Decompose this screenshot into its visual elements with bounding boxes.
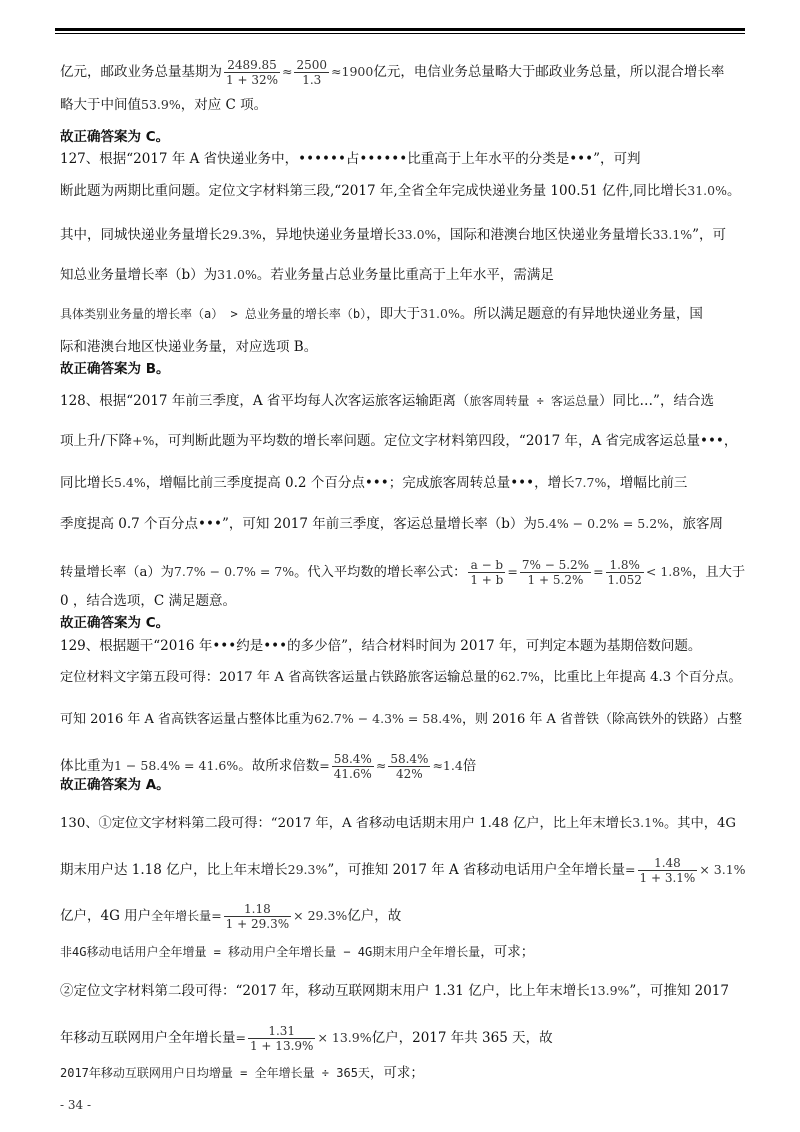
text: 季度提高 0.7 个百分点•••”，可知 2017 年前三季度，客运总量增长率（b）为	[60, 516, 537, 532]
text-line-19	[60, 668, 740, 687]
text: 128、根据“2017 年前三季度，A 省平均每人次客运旅客运输距离（	[60, 393, 470, 409]
denominator: 1 + 32%	[226, 73, 278, 87]
text: 亿元，邮政业务总量基期为	[60, 64, 222, 80]
math: 62.7%	[500, 669, 540, 684]
math: 33.0%	[396, 227, 437, 242]
denominator: 1 + 5.2%	[527, 573, 584, 587]
text: 。其中，4G	[663, 816, 736, 831]
math: =	[507, 564, 518, 579]
answer-line: 故正确答案为 C。	[60, 615, 170, 631]
text-line-27	[60, 982, 740, 1000]
text-line-26	[60, 943, 740, 961]
text-line-18	[60, 637, 740, 655]
text: 知总业务量增长率（b）为	[60, 267, 218, 283]
numerator: 1.48	[638, 856, 698, 871]
text: 可知 2016 年 A 省高铁客运量占整体比重为	[60, 712, 315, 727]
text-line-14	[60, 515, 740, 533]
text: 项上升/下降	[60, 433, 133, 449]
math: +%	[132, 433, 155, 448]
text-line-6	[60, 226, 740, 244]
math: 7.7% − 0.7% = 7%	[173, 564, 295, 579]
math: ≈	[375, 758, 387, 773]
text-line-24	[60, 856, 746, 885]
text-line-1	[60, 58, 740, 87]
text: 断此题为两期比重问题。定位文字材料第三段,“2017 年,全省全年完成快递业务量 100.51 亿件,同比增长	[60, 183, 688, 199]
text: 同比增长	[60, 475, 114, 491]
text: ”，可推知 2017 年 A 省移动电话用户全年增长量	[327, 862, 626, 878]
handwritten-formula: 旅客周转量 ÷ 客运总量	[469, 394, 600, 408]
text: ，可求；	[369, 1065, 424, 1081]
text-line-12	[60, 432, 740, 450]
fraction	[224, 902, 291, 931]
text: 定位材料文字第五段可得：2017 年 A 省高铁客运量占铁路旅客运输总量的	[60, 670, 501, 685]
text-line-8	[60, 305, 740, 323]
text-line-5	[60, 182, 740, 200]
denominator: 41.6%	[333, 767, 372, 781]
fraction	[294, 58, 329, 87]
text-line-2	[60, 96, 740, 114]
text: 。代入平均数的增长率公式：	[294, 565, 467, 580]
denominator: 1 + 29.3%	[225, 917, 290, 931]
math: 31.0%	[420, 306, 460, 321]
numerator: 58.4%	[390, 752, 429, 766]
fraction	[224, 58, 280, 87]
math: 5.4% − 0.2% = 5.2%	[536, 516, 670, 531]
page-number: - 34 -	[60, 1098, 92, 1112]
math: 29.3%	[222, 227, 262, 242]
text: 倍	[462, 758, 477, 774]
math: × 13.9%	[317, 1030, 372, 1045]
text: ，且大于	[692, 565, 746, 580]
text: 略大于中间值	[60, 97, 141, 113]
denominator: 42%	[396, 767, 423, 781]
math: =	[235, 1030, 246, 1045]
math: =	[625, 862, 636, 877]
text: 亿户，故	[347, 908, 402, 924]
text: 。若业务量占总业务量比重高于上年水平，需满足	[256, 267, 554, 283]
fraction	[248, 1024, 315, 1053]
text-line-20	[60, 710, 743, 729]
text-line-25	[60, 902, 740, 931]
text: ，对应 C 项。	[180, 97, 268, 113]
denominator: 1 + b	[470, 573, 504, 587]
text: ，可判断此题为平均数的增长率问题。定位文字材料第四段，“2017 年，A 省完成客运总量•••，	[154, 433, 738, 449]
handwritten-formula: 非4G移动电话用户全年增量 = 移动用户全年增长量 − 4G期末用户全年增长量	[60, 945, 481, 959]
text: 际和港澳台地区快递业务量，对应选项 B。	[60, 339, 318, 355]
fraction	[520, 558, 591, 587]
fraction	[468, 558, 505, 587]
numerator: 2489.85	[224, 58, 280, 73]
denominator: 1 + 13.9%	[249, 1039, 314, 1053]
text: 亿户，2017 年共 365 天，故	[371, 1030, 553, 1046]
denominator: 1.052	[607, 573, 642, 587]
answer-line: 故正确答案为 B。	[60, 361, 170, 377]
text: ，比重比上年提高 4.3 个百分点。	[539, 670, 742, 685]
text: 130、①定位文字材料第二段可得：“2017 年，A 省移动电话期末用户 1.48 亿户，比上年末增长	[60, 816, 633, 831]
math: 29.3%	[287, 862, 328, 877]
answer-line: 故正确答案为 A。	[60, 777, 170, 793]
text: 年移动互联网用户全年增长量	[60, 1030, 236, 1046]
denominator: 1 + 3.1%	[639, 871, 696, 885]
text: 转量增长率（a）为	[60, 565, 174, 580]
denominator: 1.3	[302, 73, 322, 87]
math: 62.7% − 4.3% = 58.4%	[314, 711, 463, 726]
math: =	[319, 758, 330, 773]
math: 7.7%	[574, 475, 607, 490]
text: 。	[726, 183, 741, 199]
text-line-13	[60, 474, 740, 492]
text-line-4	[60, 150, 740, 168]
text: ②定位文字材料第二段可得：“2017 年，移动互联网期末用户 1.31 亿户，比上年末增长	[60, 983, 590, 999]
math: × 3.1%	[699, 862, 746, 877]
math: 5.4%	[114, 475, 146, 490]
text: ，即大于	[366, 306, 421, 322]
math: 53.9%	[141, 97, 181, 112]
answer-line: 故正确答案为 C。	[60, 129, 170, 145]
text-line-28	[60, 1024, 740, 1053]
handwritten-formula: 2017年移动互联网用户日均增量 = 全年增长量 ÷ 365天	[60, 1066, 370, 1080]
text: ，旅客周	[669, 516, 724, 532]
numerator: 2500	[296, 58, 328, 72]
fraction	[606, 558, 644, 587]
math: ≈	[282, 64, 293, 79]
text: 127、根据“2017 年 A 省快递业务中，••••••占••••••比重高于上年水平的分类是•••”，可判	[60, 151, 641, 167]
numerator: a − b	[468, 558, 505, 573]
numerator: 1.8%	[606, 558, 644, 573]
math: 31.0%	[217, 267, 257, 282]
text: ”，可推知 2017	[629, 983, 729, 999]
math: 1 − 58.4% = 41.6%	[114, 758, 239, 773]
math: 33.1%	[652, 227, 693, 242]
math: 13.9%	[589, 983, 630, 998]
text-line-7	[60, 266, 740, 284]
fraction	[638, 856, 698, 885]
math: =	[211, 908, 222, 923]
math: ≈1900	[331, 64, 374, 79]
math: 3.1%	[632, 815, 664, 830]
text: ，则 2016 年 A 省普铁（除高铁外的铁路）占整	[462, 712, 743, 727]
text: ，国际和港澳台地区快递业务量增长	[436, 227, 653, 243]
math: × 29.3%	[293, 908, 348, 923]
handwritten-formula: 全年增长量	[151, 909, 212, 923]
text-line-11	[60, 392, 740, 410]
text: ”，可	[692, 227, 727, 243]
text-line-16	[60, 592, 740, 610]
math: ≈1.4	[432, 758, 463, 773]
text-line-23	[60, 814, 740, 833]
header-rule-thin	[55, 33, 745, 34]
text: 0 ，结合选项，C 满足题意。	[60, 593, 237, 609]
text: 亿户，4G 用户	[60, 908, 152, 924]
math: 31.0%	[687, 183, 727, 198]
text: ，增幅比前三	[606, 475, 688, 491]
text: ）同比…”，结合选	[599, 393, 714, 409]
text: 体比重为	[60, 758, 114, 774]
handwritten-formula: 具体类别业务量的增长率（a） > 总业务量的增长率（b）	[60, 307, 367, 321]
numerator: 7% − 5.2%	[521, 558, 590, 572]
math: =	[593, 564, 604, 579]
text: 129、根据题干“2016 年•••约是•••的多少倍”，结合材料时间为 2017 年，可判定本题为基期倍数问题。	[60, 638, 702, 654]
text: 期末用户达 1.18 亿户，比上年末增长	[60, 862, 288, 878]
text: 。所以满足题意的有异地快递业务量，国	[459, 306, 703, 322]
text: 亿元，电信业务总量略大于邮政业务总量，所以混合增长率	[373, 64, 725, 80]
text: 。故所求倍数	[238, 758, 320, 774]
text: ，异地快递业务量增长	[261, 227, 397, 243]
numerator: 1.18	[224, 902, 291, 917]
text: 其中，同城快递业务量增长	[60, 227, 222, 243]
text-line-15	[60, 558, 746, 587]
header-rule-thick	[55, 28, 745, 31]
text: ，可求；	[480, 944, 535, 960]
numerator: 58.4%	[333, 752, 372, 766]
text: ，增幅比前三季度提高 0.2 个百分点•••；完成旅客周转总量•••，增长	[145, 475, 575, 491]
math: < 1.8%	[645, 564, 693, 579]
text-line-29	[60, 1064, 740, 1082]
text-line-9	[60, 338, 740, 356]
numerator: 1.31	[248, 1024, 315, 1039]
